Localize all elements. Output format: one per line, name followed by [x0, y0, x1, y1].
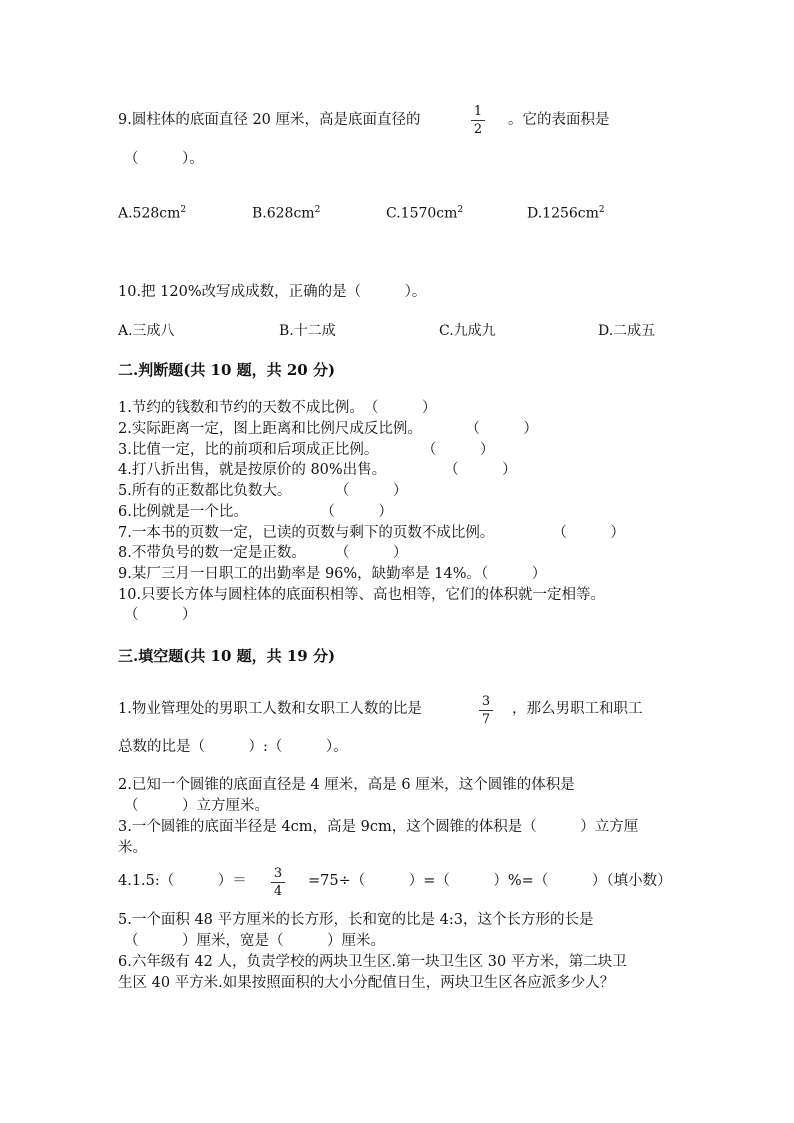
judge-item-8: 8.不带负号的数一定是正数。 （ ） — [118, 545, 408, 561]
fill-q4-text-b: =75÷（ ）=（ ）%=（ ）（填小数） — [308, 873, 672, 889]
section3-title: 三.填空题(共 10 题，共 19 分) — [118, 647, 336, 665]
fill-q1-frac-den: 7 — [481, 712, 491, 727]
q10-option-c[interactable]: C.九成九 — [439, 323, 496, 339]
q9-frac-den: 2 — [473, 122, 483, 137]
judge-item-5: 5.所有的正数都比负数大。 （ ） — [118, 483, 408, 499]
fill-q6-text-b: 生区 40 平方米.如果按照面积的大小分配值日生，两块卫生区各应派多少人？ — [118, 975, 615, 991]
judge-item-1: 1.节约的钱数和节约的天数不成比例。 （ ） — [118, 400, 437, 416]
judge-item-7: 7.一本书的页数一定，已读的页数与剩下的页数不成比例。 （ ） — [118, 525, 625, 541]
judge-item-6: 6.比例就是一个比。 （ ） — [118, 504, 393, 520]
judge-item-10-blank: （ ） — [124, 607, 197, 623]
judge-item-2: 2.实际距离一定，图上距离和比例尺成反比例。 （ ） — [118, 421, 538, 437]
q10-option-d[interactable]: D.二成五 — [598, 323, 656, 339]
q10-option-b[interactable]: B.十二成 — [279, 323, 336, 339]
section2-title: 二.判断题(共 10 题，共 20 分) — [118, 361, 336, 379]
fill-q1-frac-num: 3 — [481, 694, 491, 709]
q9-text — [118, 110, 421, 130]
fill-q6-text-a: 6.六年级有 42 人，负责学校的两块卫生区.第一块卫生区 30 平方米，第二块卫 — [118, 954, 627, 970]
judge-item-10: 10.只要长方体与圆柱体的底面积相等、高也相等，它们的体积就一定相等。 — [118, 587, 606, 603]
fill-q4-text-a: 4.1.5:（ ）＝ — [118, 873, 247, 889]
judge-item-4: 4.打八折出售，就是按原价的 80%出售。 （ ） — [118, 462, 517, 478]
fill-q2-text-a: 2.已知一个圆锥的底面直径是 4 厘米，高是 6 厘米，这个圆锥的体积是 — [118, 777, 575, 793]
fill-q4-frac-num: 3 — [273, 866, 283, 881]
fill-q1-text-a: 1.物业管理处的男职工人数和女职工人数的比是 — [118, 701, 422, 717]
fill-q5-text-a: 5.一个面积 48 平方厘米的长方形，长和宽的比是 4:3，这个长方形的长是 — [118, 912, 594, 928]
fill-q1-text-c: 总数的比是（ ）:（ ）。 — [118, 739, 348, 755]
q9-option-c[interactable]: $C.1570cm^2$ — [386, 205, 464, 222]
q9-text-b: 。它的表面积是 — [508, 112, 610, 128]
judge-item-9: 9.某厂三月一日职工的出勤率是 96%，缺勤率是 14%。（ ） — [118, 566, 547, 582]
q10-option-a[interactable]: A.三成八 — [118, 323, 175, 339]
q9-blank: （ ）。 — [124, 151, 204, 167]
q9-option-b[interactable]: $B.628cm^2$ — [252, 205, 321, 222]
fill-q2-text-b: （ ）立方厘米。 — [124, 798, 269, 814]
q9-option-d[interactable]: $D.1256cm^2$ — [527, 205, 605, 222]
fill-q5-text-b: （ ）厘米，宽是（ ）厘米。 — [124, 933, 385, 949]
fill-q3-text-a: 3.一个圆锥的底面半径是 4cm，高是 9cm，这个圆锥的体积是（ ）立方厘 — [118, 819, 639, 835]
fill-q4-frac-den: 4 — [273, 884, 283, 899]
fill-q3-text-b: 米。 — [118, 840, 147, 856]
judge-item-3: 3.比值一定，比的前项和后项成正比例。 （ ） — [118, 442, 495, 458]
q9-text-a: 9.圆柱体的底面直径 20 厘米，高是底面直径的 — [118, 112, 421, 128]
q9-fraction — [468, 104, 488, 137]
q9-frac-num: 1 — [473, 104, 483, 119]
q9-option-a[interactable]: $A.528cm^2$ — [118, 205, 187, 222]
q10-text: 10.把 120%改写成成数，正确的是（ ）。 — [118, 284, 427, 300]
fill-q4-fraction — [268, 866, 288, 899]
fill-q1-fraction — [476, 694, 496, 727]
fill-q1-text-b: ，那么男职工和职工 — [512, 701, 643, 717]
